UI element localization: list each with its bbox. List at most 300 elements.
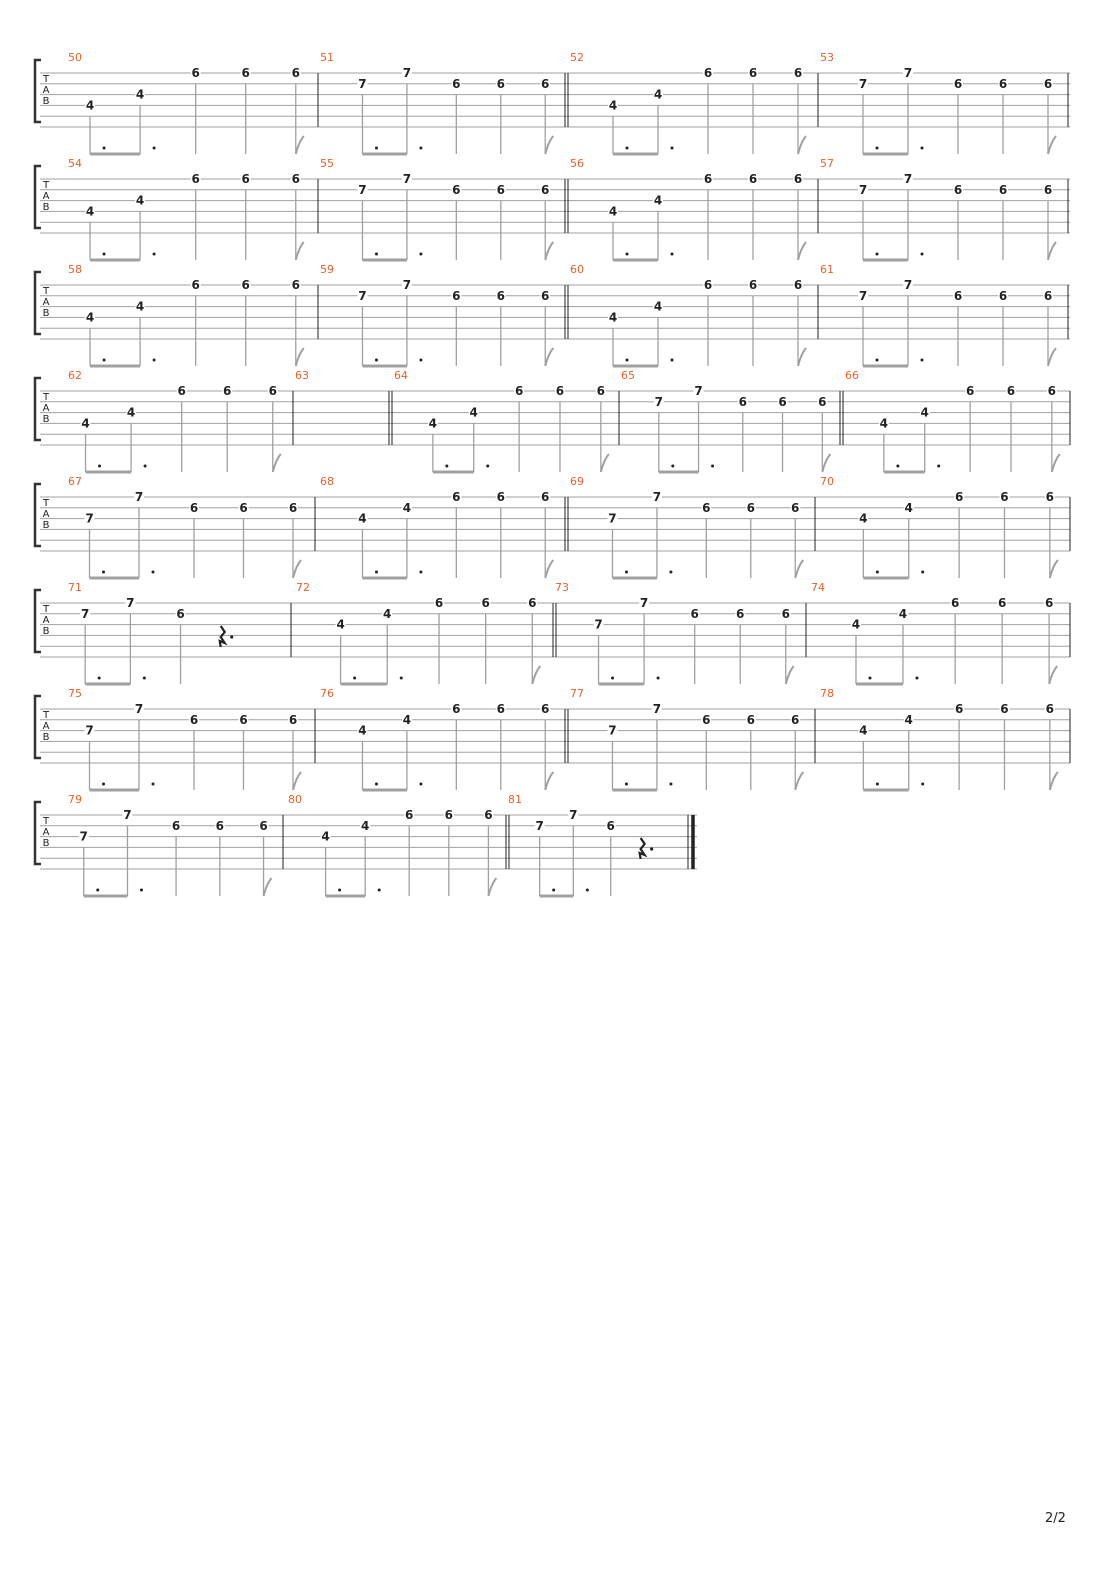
fret-number: 6: [1000, 702, 1009, 716]
measure-number: 75: [68, 687, 82, 700]
duration-dot: [419, 571, 422, 574]
duration-dot: [152, 571, 155, 574]
duration-dot: [140, 889, 143, 892]
measure-number: 67: [68, 475, 82, 488]
duration-dot: [419, 253, 422, 256]
measure-number: 56: [570, 157, 584, 170]
measure-number: 74: [811, 581, 825, 594]
fret-number: 6: [239, 500, 248, 515]
measure-number: 62: [68, 369, 82, 382]
eighth-flag: [296, 348, 304, 366]
fret-number: 6: [541, 182, 550, 197]
eighth-flag: [545, 242, 553, 260]
duration-dot: [103, 147, 106, 150]
fret-number: 6: [189, 500, 199, 515]
eighth-flag: [545, 348, 553, 366]
tab-clef-letter: B: [42, 202, 50, 213]
duration-dot: [353, 677, 356, 680]
eighth-flag: [601, 454, 609, 472]
eighth-flag: [1052, 454, 1060, 472]
fret-number: 7: [85, 511, 94, 526]
fret-number: 6: [703, 278, 713, 292]
tab-clef-letter: T: [42, 498, 50, 509]
fret-number: 6: [998, 182, 1008, 197]
fret-number: 6: [791, 712, 800, 727]
eighth-flag: [1050, 772, 1058, 790]
measure-number: 79: [68, 793, 82, 806]
fret-number: 6: [189, 712, 199, 727]
duration-dot: [338, 889, 341, 892]
fret-number: 7: [134, 702, 144, 716]
duration-dot: [915, 677, 918, 680]
fret-number: 4: [81, 416, 90, 431]
duration-dot: [486, 465, 489, 468]
tab-clef-letter: B: [42, 520, 50, 531]
measure-number: 50: [68, 51, 82, 64]
tab-clef-letter: T: [42, 604, 50, 615]
duration-dot: [375, 783, 378, 786]
measure-number: 70: [820, 475, 834, 488]
fret-number: 6: [452, 182, 461, 197]
fret-number: 6: [452, 702, 461, 716]
eighth-flag: [264, 878, 272, 896]
fret-number: 4: [879, 416, 889, 431]
fret-number: 6: [291, 278, 300, 292]
measure-number: 63: [295, 369, 309, 382]
eighth-flag: [1048, 242, 1056, 260]
fret-number: 7: [81, 606, 90, 621]
duration-dot: [103, 359, 106, 362]
duration-dot: [98, 465, 101, 468]
fret-number: 6: [793, 66, 803, 80]
fret-number: 4: [358, 723, 367, 738]
eighth-flag: [786, 666, 794, 684]
fret-number: 6: [223, 384, 232, 398]
fret-number: 6: [452, 288, 461, 303]
duration-dot: [626, 359, 629, 362]
duration-dot: [400, 677, 403, 680]
fret-number: 4: [402, 712, 412, 727]
fret-number: 6: [541, 490, 550, 504]
fret-number: 6: [793, 278, 803, 292]
fret-number: 4: [608, 204, 618, 219]
fret-number: 6: [746, 712, 755, 727]
fret-number: 4: [85, 98, 95, 113]
system-bracket: [35, 378, 41, 440]
fret-number: 6: [953, 288, 963, 303]
duration-dot: [375, 147, 378, 150]
eighth-flag: [1050, 560, 1058, 578]
measure-number: 64: [394, 369, 408, 382]
fret-number: 6: [1043, 288, 1053, 303]
duration-dot: [419, 783, 422, 786]
tab-clef-letter: T: [42, 710, 50, 721]
measure-number: 72: [296, 581, 310, 594]
system-bracket: [35, 590, 41, 652]
eighth-flag: [545, 136, 553, 154]
fret-number: 7: [535, 818, 544, 833]
fret-number: 6: [215, 818, 224, 833]
duration-dot: [153, 359, 156, 362]
measure-number: 61: [820, 263, 834, 276]
fret-number: 4: [904, 500, 913, 515]
measure-number: 60: [570, 263, 584, 276]
fret-number: 4: [358, 511, 367, 526]
fret-number: 7: [358, 182, 367, 197]
fret-number: 6: [1047, 384, 1057, 398]
measure-number: 66: [845, 369, 859, 382]
fret-number: 6: [791, 500, 800, 515]
duration-dot: [921, 783, 924, 786]
eighth-flag: [545, 560, 553, 578]
fret-number: 6: [177, 384, 186, 398]
fret-number: 6: [528, 596, 537, 610]
fret-number: 7: [402, 172, 412, 186]
fret-number: 4: [608, 310, 618, 325]
duration-dot: [378, 889, 381, 892]
fret-number: 4: [898, 606, 908, 621]
fret-number: 7: [858, 182, 868, 197]
fret-number: 7: [358, 288, 367, 303]
measure-number: 54: [68, 157, 82, 170]
measure-number: 69: [570, 475, 584, 488]
fret-number: 6: [606, 818, 615, 833]
fret-number: 6: [541, 702, 550, 716]
duration-dot: [419, 147, 422, 150]
fret-number: 6: [748, 172, 758, 186]
duration-dot: [671, 359, 674, 362]
eighth-flag: [1048, 348, 1056, 366]
fret-number: 4: [653, 87, 663, 102]
fret-number: 6: [541, 288, 550, 303]
duration-dot: [868, 677, 871, 680]
eighth-flag: [273, 454, 281, 472]
eighth-flag: [798, 242, 806, 260]
duration-dot: [153, 253, 156, 256]
fret-number: 6: [496, 182, 505, 197]
measure-number: 55: [320, 157, 334, 170]
fret-number: 6: [259, 818, 268, 833]
fret-number: 6: [171, 818, 181, 833]
fret-number: 4: [851, 617, 861, 632]
fret-number: 6: [703, 66, 713, 80]
duration-dot: [102, 783, 105, 786]
duration-dot: [896, 465, 899, 468]
fret-number: 6: [496, 76, 505, 91]
fret-number: 7: [903, 172, 913, 186]
measure-number: 51: [320, 51, 334, 64]
fret-number: 6: [1006, 384, 1016, 398]
fret-number: 6: [793, 172, 803, 186]
tab-clef-letter: B: [42, 96, 50, 107]
duration-dot: [921, 359, 924, 362]
duration-dot: [876, 147, 879, 150]
fret-number: 6: [953, 182, 963, 197]
fret-number: 4: [126, 405, 136, 420]
measure-number: 65: [621, 369, 635, 382]
tab-clef-letter: T: [42, 816, 50, 827]
fret-number: 4: [336, 617, 345, 632]
fret-number: 6: [496, 490, 505, 504]
fret-number: 6: [702, 500, 711, 515]
system-bracket: [35, 272, 41, 334]
measure-number: 52: [570, 51, 584, 64]
rest-dot: [230, 635, 233, 638]
duration-dot: [611, 677, 614, 680]
fret-number: 7: [654, 394, 663, 409]
eighth-flag: [1048, 136, 1056, 154]
eighth-flag: [798, 136, 806, 154]
eighth-flag: [293, 772, 301, 790]
measure-number: 59: [320, 263, 334, 276]
duration-dot: [876, 359, 879, 362]
eighth-flag: [488, 878, 496, 896]
fret-number: 7: [85, 723, 94, 738]
measure-number: 78: [820, 687, 834, 700]
fret-number: 6: [444, 808, 453, 822]
fret-number: 6: [241, 278, 250, 292]
fret-number: 7: [79, 829, 88, 844]
fret-number: 6: [950, 596, 960, 610]
fret-number: 6: [514, 384, 524, 398]
fret-number: 6: [241, 66, 250, 80]
fret-number: 4: [85, 310, 95, 325]
duration-dot: [876, 783, 879, 786]
fret-number: 7: [123, 808, 132, 822]
fret-number: 6: [1000, 490, 1009, 504]
fret-number: 4: [904, 712, 913, 727]
fret-number: 7: [134, 490, 144, 504]
duration-dot: [144, 465, 147, 468]
fret-number: 6: [997, 596, 1007, 610]
tab-clef-letter: A: [42, 615, 50, 626]
duration-dot: [669, 571, 672, 574]
fret-number: 6: [452, 76, 461, 91]
fret-number: 6: [1043, 182, 1053, 197]
fret-number: 4: [920, 405, 929, 420]
fret-number: 6: [288, 500, 298, 515]
eighth-flag: [798, 348, 806, 366]
fret-number: 6: [1044, 596, 1054, 610]
duration-dot: [153, 147, 156, 150]
tab-clef-letter: A: [42, 191, 50, 202]
fret-number: 6: [998, 288, 1008, 303]
duration-dot: [671, 147, 674, 150]
fret-number: 6: [738, 394, 747, 409]
fret-number: 4: [653, 193, 663, 208]
duration-dot: [921, 571, 924, 574]
fret-number: 6: [291, 66, 300, 80]
eighth-flag: [822, 454, 830, 472]
fret-number: 4: [608, 98, 618, 113]
fret-number: 6: [746, 500, 755, 515]
system-bracket: [35, 696, 41, 758]
fret-number: 6: [191, 172, 200, 186]
fret-number: 7: [594, 617, 603, 632]
fret-number: 6: [555, 384, 565, 398]
fret-number: 4: [428, 416, 438, 431]
fret-number: 6: [690, 606, 699, 621]
eighth-flag: [532, 666, 540, 684]
duration-dot: [711, 465, 714, 468]
duration-dot: [921, 253, 924, 256]
page-number: 2/2: [1045, 1511, 1066, 1526]
measure-number: 77: [570, 687, 584, 700]
duration-dot: [96, 889, 99, 892]
tab-clef-letter: T: [42, 392, 50, 403]
duration-dot: [626, 253, 629, 256]
fret-number: 7: [608, 723, 617, 738]
tab-clef-letter: B: [42, 414, 50, 425]
fret-number: 6: [748, 278, 758, 292]
fret-number: 4: [135, 87, 145, 102]
fret-number: 6: [953, 76, 963, 91]
duration-dot: [102, 571, 105, 574]
duration-dot: [671, 465, 674, 468]
measure-number: 73: [555, 581, 569, 594]
fret-number: 7: [652, 702, 662, 716]
duration-dot: [152, 783, 155, 786]
fret-number: 4: [859, 511, 868, 526]
quarter-rest: [640, 838, 645, 859]
fret-number: 6: [703, 172, 713, 186]
fret-number: 4: [85, 204, 95, 219]
measure-number: 76: [320, 687, 334, 700]
tab-clef-letter: B: [42, 308, 50, 319]
fret-number: 4: [135, 299, 145, 314]
system-bracket: [35, 60, 41, 122]
tab-clef-letter: B: [42, 732, 50, 743]
fret-number: 4: [653, 299, 663, 314]
duration-dot: [625, 571, 628, 574]
fret-number: 6: [239, 712, 248, 727]
tab-clef-letter: A: [42, 827, 50, 838]
eighth-flag: [545, 772, 553, 790]
fret-number: 7: [903, 278, 913, 292]
fret-number: 7: [694, 384, 703, 398]
fret-number: 4: [469, 405, 478, 420]
measure-number: 58: [68, 263, 82, 276]
duration-dot: [586, 889, 589, 892]
eighth-flag: [1049, 666, 1057, 684]
fret-number: 4: [321, 829, 330, 844]
fret-number: 6: [241, 172, 250, 186]
measure-number: 81: [508, 793, 522, 806]
fret-number: 4: [859, 723, 868, 738]
fret-number: 6: [176, 606, 185, 621]
fret-number: 6: [818, 394, 827, 409]
duration-dot: [445, 465, 448, 468]
duration-dot: [626, 147, 629, 150]
quarter-rest: [220, 626, 225, 647]
fret-number: 7: [402, 66, 412, 80]
tab-clef-letter: A: [42, 721, 50, 732]
fret-number: 6: [954, 702, 964, 716]
tab-clef-letter: T: [42, 180, 50, 191]
duration-dot: [625, 783, 628, 786]
eighth-flag: [296, 242, 304, 260]
duration-dot: [552, 889, 555, 892]
duration-dot: [375, 359, 378, 362]
fret-number: 6: [496, 288, 505, 303]
fret-number: 6: [291, 172, 300, 186]
eighth-flag: [296, 136, 304, 154]
duration-dot: [103, 253, 106, 256]
tab-clef-letter: A: [42, 403, 50, 414]
fret-number: 6: [781, 606, 790, 621]
fret-number: 7: [126, 596, 135, 610]
system-bracket: [35, 166, 41, 228]
tab-clef-letter: A: [42, 509, 50, 520]
duration-dot: [671, 253, 674, 256]
eighth-flag: [293, 560, 301, 578]
fret-number: 6: [481, 596, 490, 610]
fret-number: 6: [998, 76, 1008, 91]
tab-clef-letter: T: [42, 286, 50, 297]
duration-dot: [143, 677, 146, 680]
fret-number: 6: [778, 394, 787, 409]
fret-number: 6: [596, 384, 606, 398]
duration-dot: [669, 783, 672, 786]
fret-number: 7: [569, 808, 578, 822]
fret-number: 7: [402, 278, 412, 292]
duration-dot: [921, 147, 924, 150]
fret-number: 7: [639, 596, 649, 610]
fret-number: 7: [858, 76, 868, 91]
fret-number: 6: [1045, 490, 1055, 504]
fret-number: 6: [484, 808, 493, 822]
duration-dot: [419, 359, 422, 362]
system-bracket: [35, 484, 41, 546]
fret-number: 6: [452, 490, 461, 504]
fret-number: 6: [954, 490, 964, 504]
fret-number: 6: [434, 596, 444, 610]
tab-clef-letter: A: [42, 85, 50, 96]
measure-number: 68: [320, 475, 334, 488]
tab-clef-letter: B: [42, 626, 50, 637]
fret-number: 7: [858, 288, 868, 303]
fret-number: 6: [736, 606, 745, 621]
rest-dot: [650, 847, 653, 850]
fret-number: 7: [903, 66, 913, 80]
eighth-flag: [795, 560, 803, 578]
fret-number: 4: [383, 606, 392, 621]
tab-clef-letter: B: [42, 838, 50, 849]
duration-dot: [98, 677, 101, 680]
fret-number: 6: [748, 66, 758, 80]
fret-number: 7: [652, 490, 662, 504]
measure-number: 57: [820, 157, 834, 170]
measure-number: 80: [288, 793, 302, 806]
tab-clef-letter: T: [42, 74, 50, 85]
fret-number: 4: [361, 818, 370, 833]
tab-clef-letter: A: [42, 297, 50, 308]
fret-number: 6: [965, 384, 975, 398]
fret-number: 6: [1043, 76, 1053, 91]
duration-dot: [375, 253, 378, 256]
duration-dot: [876, 253, 879, 256]
duration-dot: [937, 465, 940, 468]
fret-number: 6: [191, 278, 200, 292]
fret-number: 6: [496, 702, 505, 716]
measure-number: 71: [68, 581, 82, 594]
eighth-flag: [795, 772, 803, 790]
fret-number: 7: [608, 511, 617, 526]
duration-dot: [876, 571, 879, 574]
duration-dot: [657, 677, 660, 680]
fret-number: 6: [541, 76, 550, 91]
fret-number: 4: [402, 500, 412, 515]
